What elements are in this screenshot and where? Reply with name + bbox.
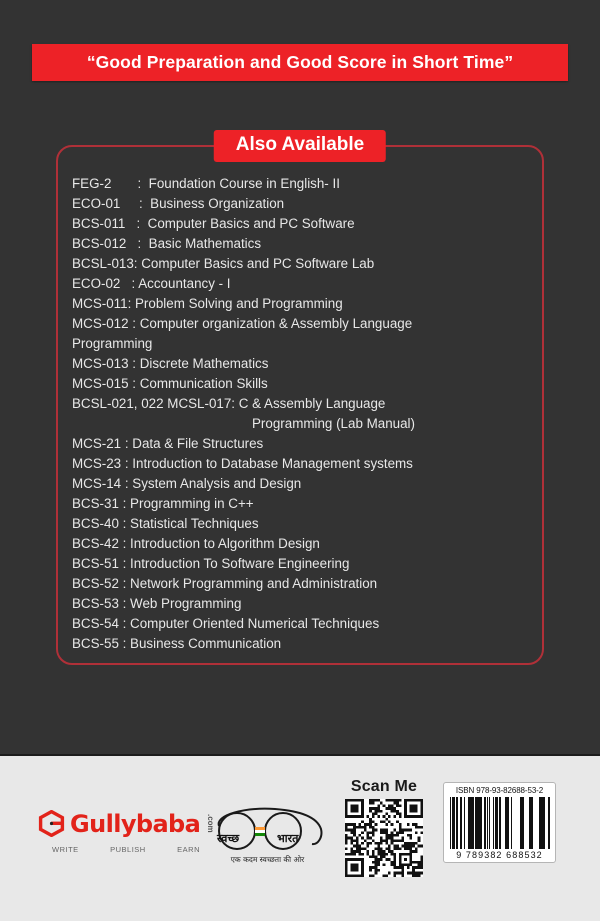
publisher-logo-row (38, 809, 216, 838)
publisher-tagline-publish: PUBLISH (110, 845, 146, 854)
course-line: Programming (Lab Manual) (252, 416, 415, 431)
course-line: BCS-31 : Programming in C++ (72, 496, 254, 511)
course-line: BCS-012 : Basic Mathematics (72, 236, 262, 251)
course-line: ECO-02 : Accountancy - I (72, 276, 231, 291)
course-line: BCS-55 : Business Communication (72, 636, 282, 651)
isbn-barcode-block (443, 782, 556, 863)
course-line: BCS-53 : Web Programming (72, 596, 242, 611)
swachh-slogan: एक कदम स्वच्छता की ओर (230, 855, 305, 864)
qr-code-image[interactable] (345, 799, 423, 877)
publisher-tagline-write: WRITE (52, 845, 79, 854)
scan-me-label: Scan Me (350, 778, 418, 795)
publisher-tagline-earn: EARN (177, 845, 200, 854)
course-line: BCS-011 : Computer Basics and PC Software (72, 216, 355, 231)
publisher-domain: .com (206, 814, 216, 833)
course-line: BCS-42 : Introduction to Algorithm Design (72, 536, 320, 551)
swachh-word: स्वच्छ (217, 832, 240, 845)
qr-code-block[interactable] (340, 778, 428, 877)
tagline-banner (32, 44, 568, 81)
footer-divider (0, 754, 600, 756)
course-line: MCS-23 : Introduction to Database Management systems (72, 456, 413, 471)
publisher-logo (38, 809, 216, 854)
course-line: Programming (72, 336, 153, 351)
also-available-badge: Also Available (214, 130, 386, 162)
course-list (72, 174, 532, 654)
course-line: BCS-51 : Introduction To Software Engineering (72, 556, 350, 571)
tagline-text: “Good Preparation and Good Score in Short Time” (86, 52, 514, 72)
course-line: BCS-52 : Network Programming and Administration (72, 576, 378, 591)
publisher-wordmark: Gullybaba (70, 809, 201, 838)
course-line: MCS-013 : Discrete Mathematics (72, 356, 269, 371)
barcode-bars (448, 797, 551, 849)
swachh-bharat-logo (205, 805, 330, 871)
course-line: MCS-011: Problem Solving and Programming (72, 296, 343, 311)
course-line: BCSL-021, 022 MCSL-017: C & Assembly Language (72, 396, 386, 411)
course-line: BCSL-013: Computer Basics and PC Software Lab (72, 256, 375, 271)
bharat-word: भारत (277, 832, 299, 845)
course-line: BCS-40 : Statistical Techniques (72, 516, 259, 531)
course-line: BCS-54 : Computer Oriented Numerical Techniques (72, 616, 380, 631)
isbn-number: ISBN 978-93-82688-53-2 (455, 786, 544, 795)
course-line: MCS-012 : Computer organization & Assembly Language (72, 316, 413, 331)
gullybaba-g-icon (38, 810, 65, 837)
course-line: MCS-21 : Data & File Structures (72, 436, 264, 451)
course-line: MCS-14 : System Analysis and Design (72, 476, 302, 491)
course-line: MCS-015 : Communication Skills (72, 376, 268, 391)
course-line: ECO-01 : Business Organization (72, 196, 285, 211)
isbn-digits: 9 789382 688532 (456, 850, 543, 860)
course-line: FEG-2 : Foundation Course in English- II (72, 176, 340, 191)
spectacles-icon (205, 805, 330, 855)
publisher-tagline (52, 845, 200, 854)
